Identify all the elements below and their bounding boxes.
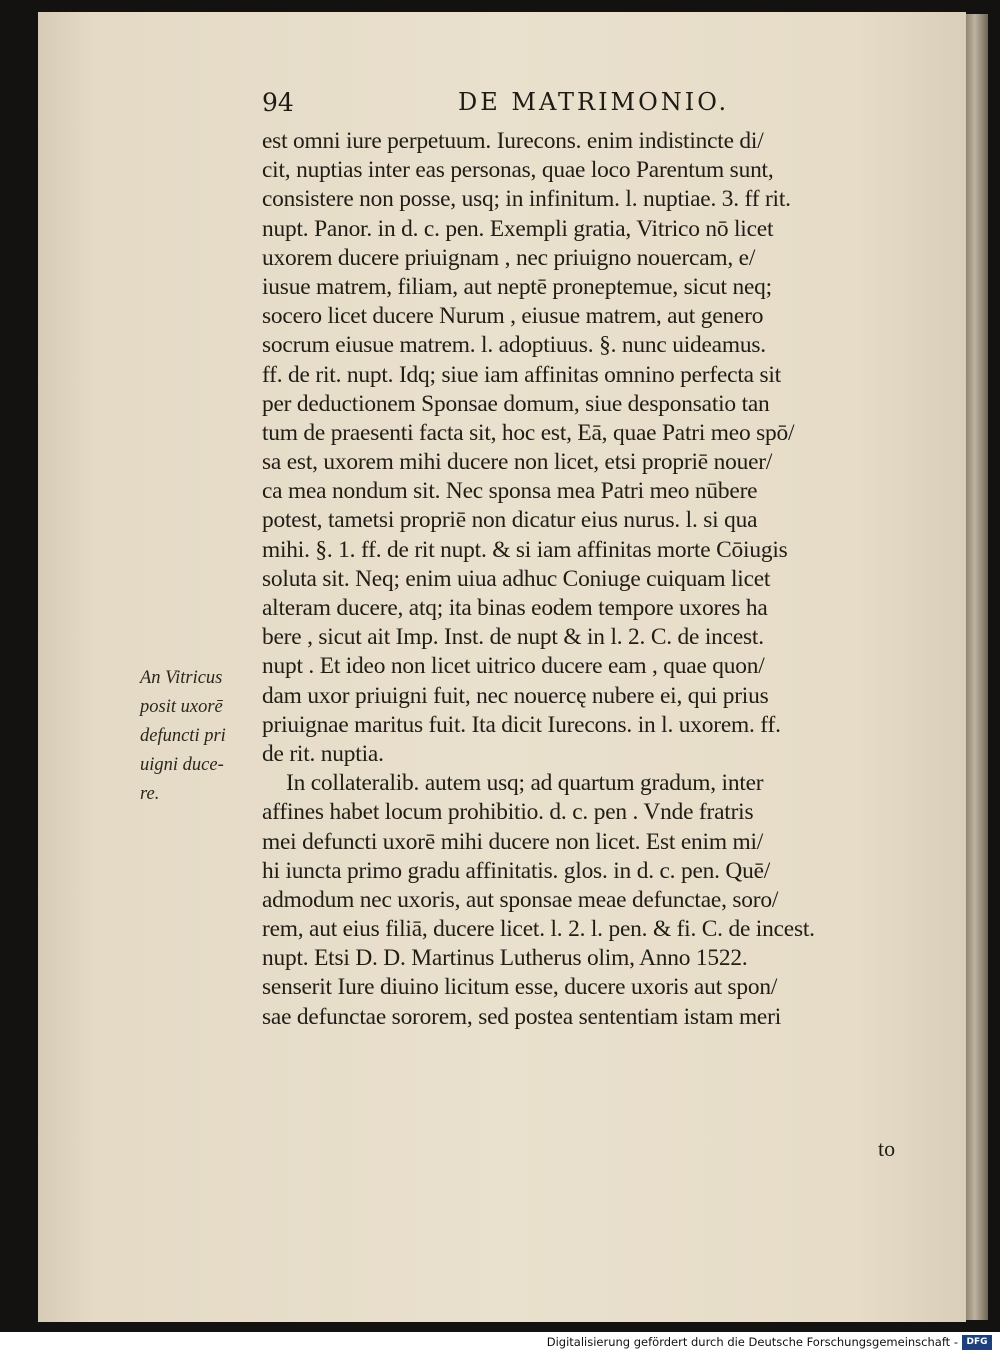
text-line: per deductionem Sponsae domum, siue desponsatio tan <box>262 390 770 417</box>
text-line: est omni iure perpetuum. Iurecons. enim indistincte di/ <box>262 128 764 154</box>
text-line: rem, aut eius filiā, ducere licet. l. 2. l. pen. & fi. C. de incest. <box>262 916 815 943</box>
text-line: senserit Iure diuino licitum esse, ducere uxoris aut spon/ <box>262 974 778 1001</box>
text-line: ca mea nondum sit. Nec sponsa mea Patri meo nūbere <box>262 478 758 505</box>
page-number: 94 <box>262 88 294 117</box>
text-line: de rit. nuptia. <box>262 740 384 767</box>
text-line: hi iuncta primo gradu affinitatis. glos. in d. c. pen. Quē/ <box>262 857 771 884</box>
dfg-logo-icon: DFG <box>962 1335 992 1350</box>
marginal-note <box>140 664 258 809</box>
text-line: iusue matrem, filiam, aut neptē proneptemue, sicut neq; <box>262 273 772 300</box>
text-line: sa est, uxorem mihi ducere non licet, etsi propriē nouer/ <box>262 449 773 476</box>
text-line: mihi. §. 1. ff. de rit nupt. & si iam affinitas morte Cōiugis <box>262 536 788 563</box>
text-line: admodum nec uxoris, aut sponsae meae defunctae, soro/ <box>262 886 779 913</box>
text-line: socero licet ducere Nurum , eiusue matrem, aut genero <box>262 303 764 330</box>
text-line: alteram ducere, atq; ita binas eodem tempore uxores ha <box>262 595 768 621</box>
margin-note-line: uigni duce- <box>140 755 224 775</box>
text-line: nupt. Etsi D. D. Martinus Lutherus olim, Anno 1522. <box>262 945 748 972</box>
margin-note-line: re. <box>140 784 160 804</box>
running-header <box>262 88 948 122</box>
text-line: nupt . Et ideo non licet uitrico ducere eam , quae quon/ <box>262 653 765 680</box>
text-line: cit, nuptias inter eas personas, quae loco Parentum sunt, <box>262 157 774 184</box>
text-line: potest, tametsi propriē non dicatur eius nurus. l. si qua <box>262 507 758 534</box>
text-line: priuignae maritus fuit. Ita dicit Iurecons. in l. uxorem. ff. <box>262 711 781 738</box>
text-line: dam uxor priuigni fuit, nec nouercę nubere ei, qui prius <box>262 682 769 709</box>
text-line: consistere non posse, usq; in infinitum. l. nuptiae. 3. ff rit. <box>262 186 791 213</box>
text-line: nupt. Panor. in d. c. pen. Exempli gratia, Vitrico nō licet <box>262 215 774 242</box>
main-text-block <box>262 127 928 1032</box>
text-line: sae defunctae sororem, sed postea sententiam istam meri <box>262 1003 782 1030</box>
text-line: uxorem ducere priuignam , nec priuigno nouercam, e/ <box>262 244 756 271</box>
margin-note-line: posit uxorē <box>140 697 223 717</box>
text-line: mei defuncti uxorē mihi ducere non licet. Est enim mi/ <box>262 828 764 855</box>
catchword: to <box>878 1136 896 1161</box>
paragraph-start-line: In collateralib. autem usq; ad quartum gradum, inter <box>286 770 764 797</box>
text-line: tum de praesenti facta sit, hoc est, Eā, quae Patri meo spō/ <box>262 419 795 446</box>
text-line: affines habet locum prohibitio. d. c. pen . Vnde fratris <box>262 799 754 826</box>
text-line: ff. de rit. nupt. Idq; siue iam affinitas omnino perfecta sit <box>262 361 781 388</box>
digitization-footer <box>0 1332 1000 1354</box>
running-title: DE MATRIMONIO. <box>458 88 730 116</box>
page-edge <box>966 14 988 1320</box>
text-line: socrum eiusue matrem. l. adoptiuus. §. nunc uideamus. <box>262 332 766 359</box>
text-line: bere , sicut ait Imp. Inst. de nupt & in l. 2. C. de incest. <box>262 624 764 651</box>
text-line: soluta sit. Neq; enim uiua adhuc Coniuge cuiquam licet <box>262 565 771 592</box>
margin-note-line: defuncti pri <box>140 726 226 746</box>
margin-note-line: An Vitricus <box>140 668 223 688</box>
funding-credit: Digitalisierung gefördert durch die Deutsche Forschungsgemeinschaft - <box>546 1335 958 1349</box>
